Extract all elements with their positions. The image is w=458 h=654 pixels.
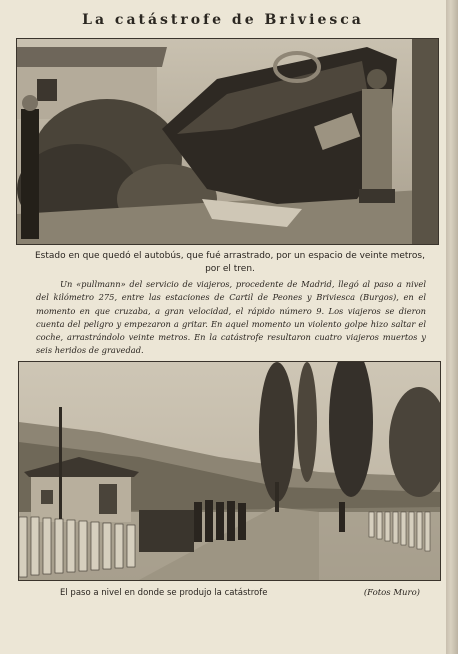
photo2-caption-row bbox=[60, 588, 420, 598]
photo-credit: (Fotos Muro) bbox=[363, 588, 420, 598]
overturned-bus-photo-icon bbox=[17, 39, 438, 244]
page-title: La catástrofe de Briviesca bbox=[82, 12, 364, 28]
level-crossing-photo-icon bbox=[19, 362, 440, 580]
page-edge bbox=[446, 0, 458, 654]
photo2-caption: El paso a nivel en donde se produjo la catástrofe bbox=[60, 588, 268, 598]
overturned-bus-photo bbox=[16, 38, 439, 245]
article-body: Un «pullmann» del servicio de viajeros, procedente de Madrid, llegó al paso a nivel del kilómetro 275, entre las estaciones de Cartil de Peones y Briviesca (Burgos), en el momento en que cruzaba, a gran velocidad, el rápido número 9. Los viajeros se dieron cuenta del peligro y empezaron a gritar. En aquel momento un violento golpe hizo saltar el coche, arrastrándolo veinte metros. En la catástrofe resultaron cuatro viajeros muertos y seis heridos de gravedad. bbox=[36, 279, 426, 356]
level-crossing-photo bbox=[18, 361, 441, 581]
photo1-caption: Estado en que quedó el autobús, que fué arrastrado, por un espacio de veinte metros, por el tren. bbox=[35, 251, 425, 274]
